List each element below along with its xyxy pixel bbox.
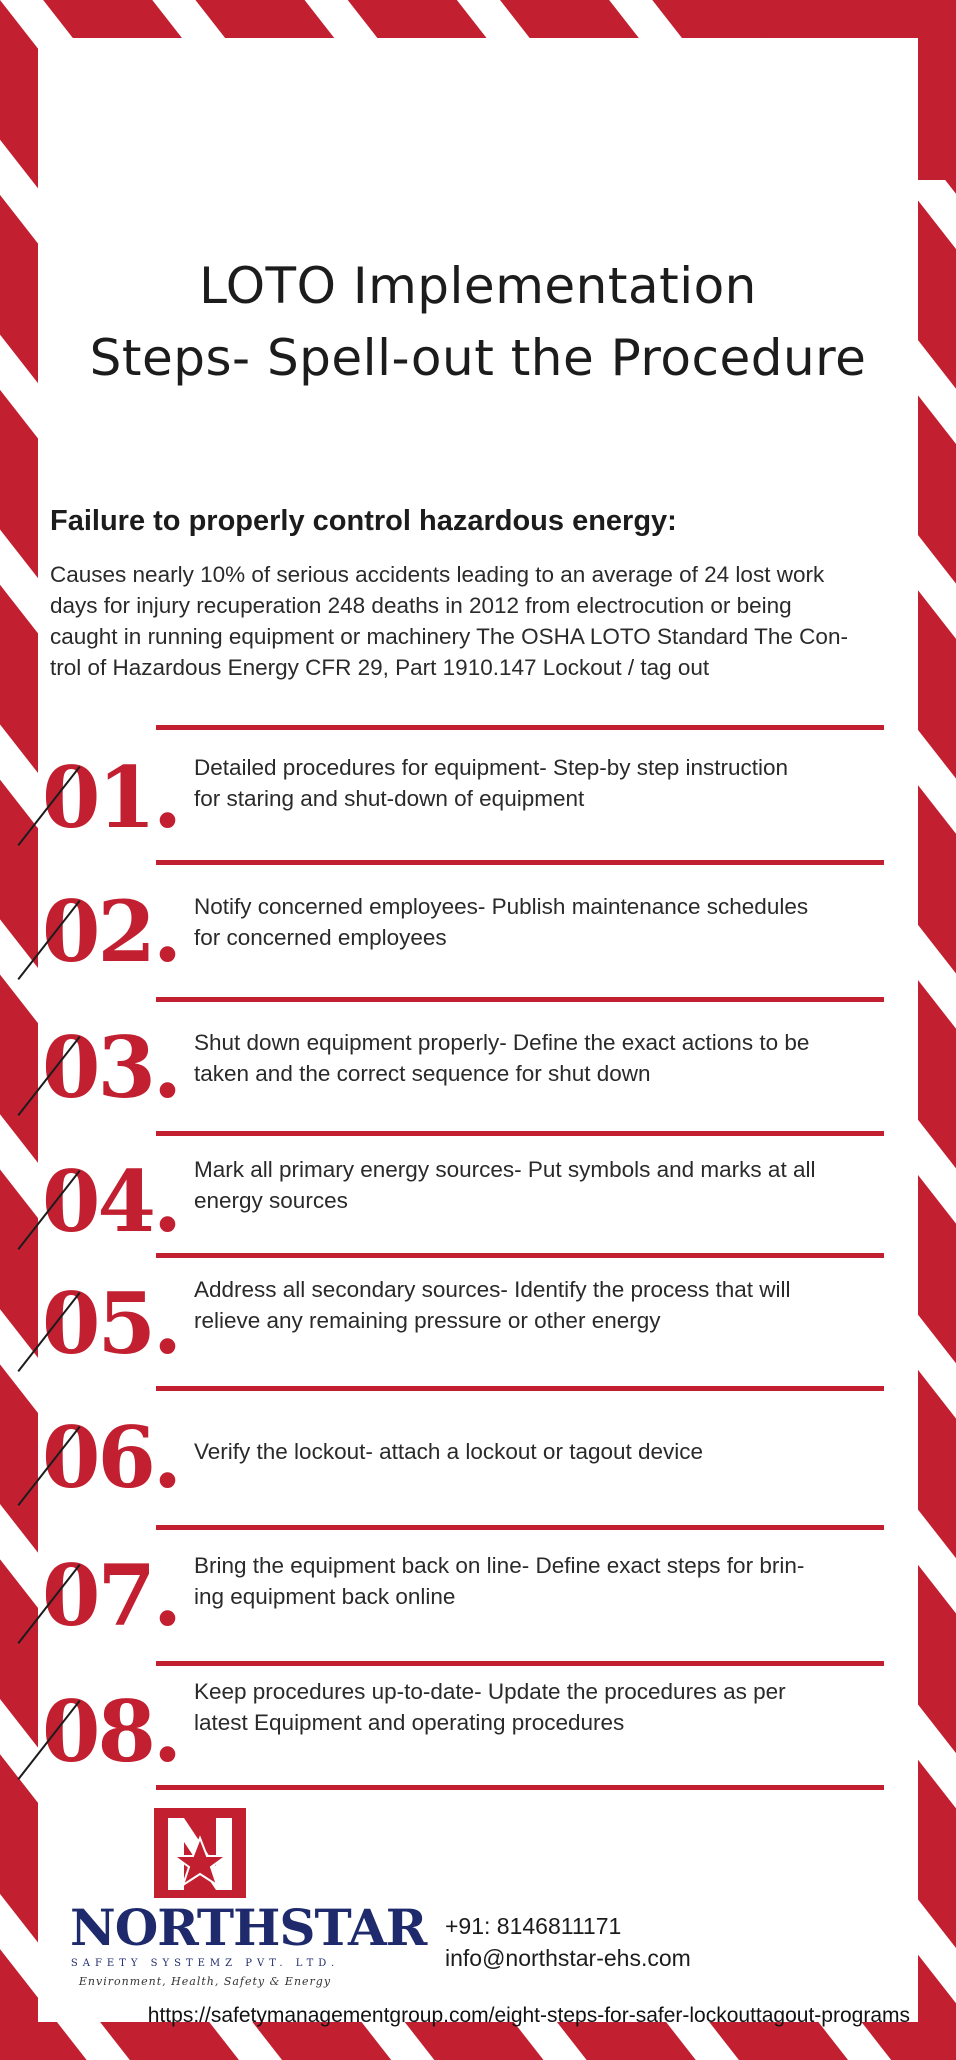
divider-rule xyxy=(156,1785,884,1790)
step-description: Detailed procedures for equipment- Step-by step instruction for staring and shut-down of equipment xyxy=(194,755,789,811)
step-number-text: 05. xyxy=(42,1274,180,1373)
divider-rule xyxy=(156,1131,884,1136)
contact-phone: +91: 8146811171 xyxy=(445,1913,622,1939)
step-number xyxy=(42,1546,192,1646)
step-description: Notify concerned employees- Publish maintenance schedules for concerned employees xyxy=(194,894,809,950)
step-description: Shut down equipment properly- Define the exact actions to be taken and the correct sequence for shut down xyxy=(194,1030,810,1086)
step-number xyxy=(42,1408,192,1508)
divider-rule xyxy=(156,1386,884,1391)
intro-body: Causes nearly 10% of serious accidents leading to an average of 24 lost work days for injury recuperation 248 deaths in 2012 from electrocution or being caught in running equipment or machinery The OSHA LOTO Standard The Con- trol of Hazardous Energy CFR 29, Part 1910.147 Lockout / tag out xyxy=(50,562,848,680)
step-number xyxy=(42,748,192,848)
northstar-logo xyxy=(70,1808,427,1998)
title-line-2: Steps- Spell-out the Procedure xyxy=(89,329,867,387)
step-description: Bring the equipment back on line- Define exact steps for brin- ing equipment back online xyxy=(194,1553,805,1609)
logo-subtitle: SAFETY SYSTEMZ PVT. LTD. xyxy=(70,1958,340,1969)
step-description: Mark all primary energy sources- Put symbols and marks at all energy sources xyxy=(194,1157,816,1213)
divider-rule xyxy=(156,997,884,1002)
step-number-text: 01. xyxy=(42,748,180,847)
divider-rule xyxy=(156,1661,884,1666)
step-number-text: 06. xyxy=(42,1408,180,1507)
intro-heading: Failure to properly control hazardous energy: xyxy=(50,505,677,537)
source-url[interactable]: https://safetymanagementgroup.com/eight-steps-for-safer-lockouttagout-programs xyxy=(147,2004,910,2027)
step-description: Verify the lockout- attach a lockout or tagout device xyxy=(194,1439,704,1464)
divider-rule xyxy=(156,1525,884,1530)
divider-rule xyxy=(156,860,884,865)
logo-wordmark: NORTHSTAR xyxy=(70,1898,427,1957)
step-number-text: 07. xyxy=(42,1546,180,1645)
step-number xyxy=(42,1682,192,1782)
divider-rule xyxy=(156,1253,884,1258)
step-number-text: 08. xyxy=(42,1682,180,1781)
step-number xyxy=(42,1018,192,1118)
star-n-logo-icon xyxy=(154,1808,246,1898)
contact-email[interactable]: info@northstar-ehs.com xyxy=(445,1945,691,1971)
step-number xyxy=(42,882,192,982)
step-description: Address all secondary sources- Identify the process that will relieve any remaining pressure or other energy xyxy=(194,1277,791,1333)
step-number xyxy=(42,1274,192,1374)
step-number-text: 04. xyxy=(42,1152,180,1251)
step-number xyxy=(42,1152,192,1252)
step-description: Keep procedures up-to-date- Update the procedures as per latest Equipment and operating procedures xyxy=(194,1679,786,1735)
step-number-text: 03. xyxy=(42,1018,180,1117)
logo-tagline: Environment, Health, Safety & Energy xyxy=(78,1975,332,1988)
page-title xyxy=(0,250,956,394)
contact-block xyxy=(445,1910,691,1974)
title-line-1: LOTO Implementation xyxy=(199,257,757,315)
divider-rule xyxy=(156,725,884,730)
step-number-text: 02. xyxy=(42,882,180,981)
